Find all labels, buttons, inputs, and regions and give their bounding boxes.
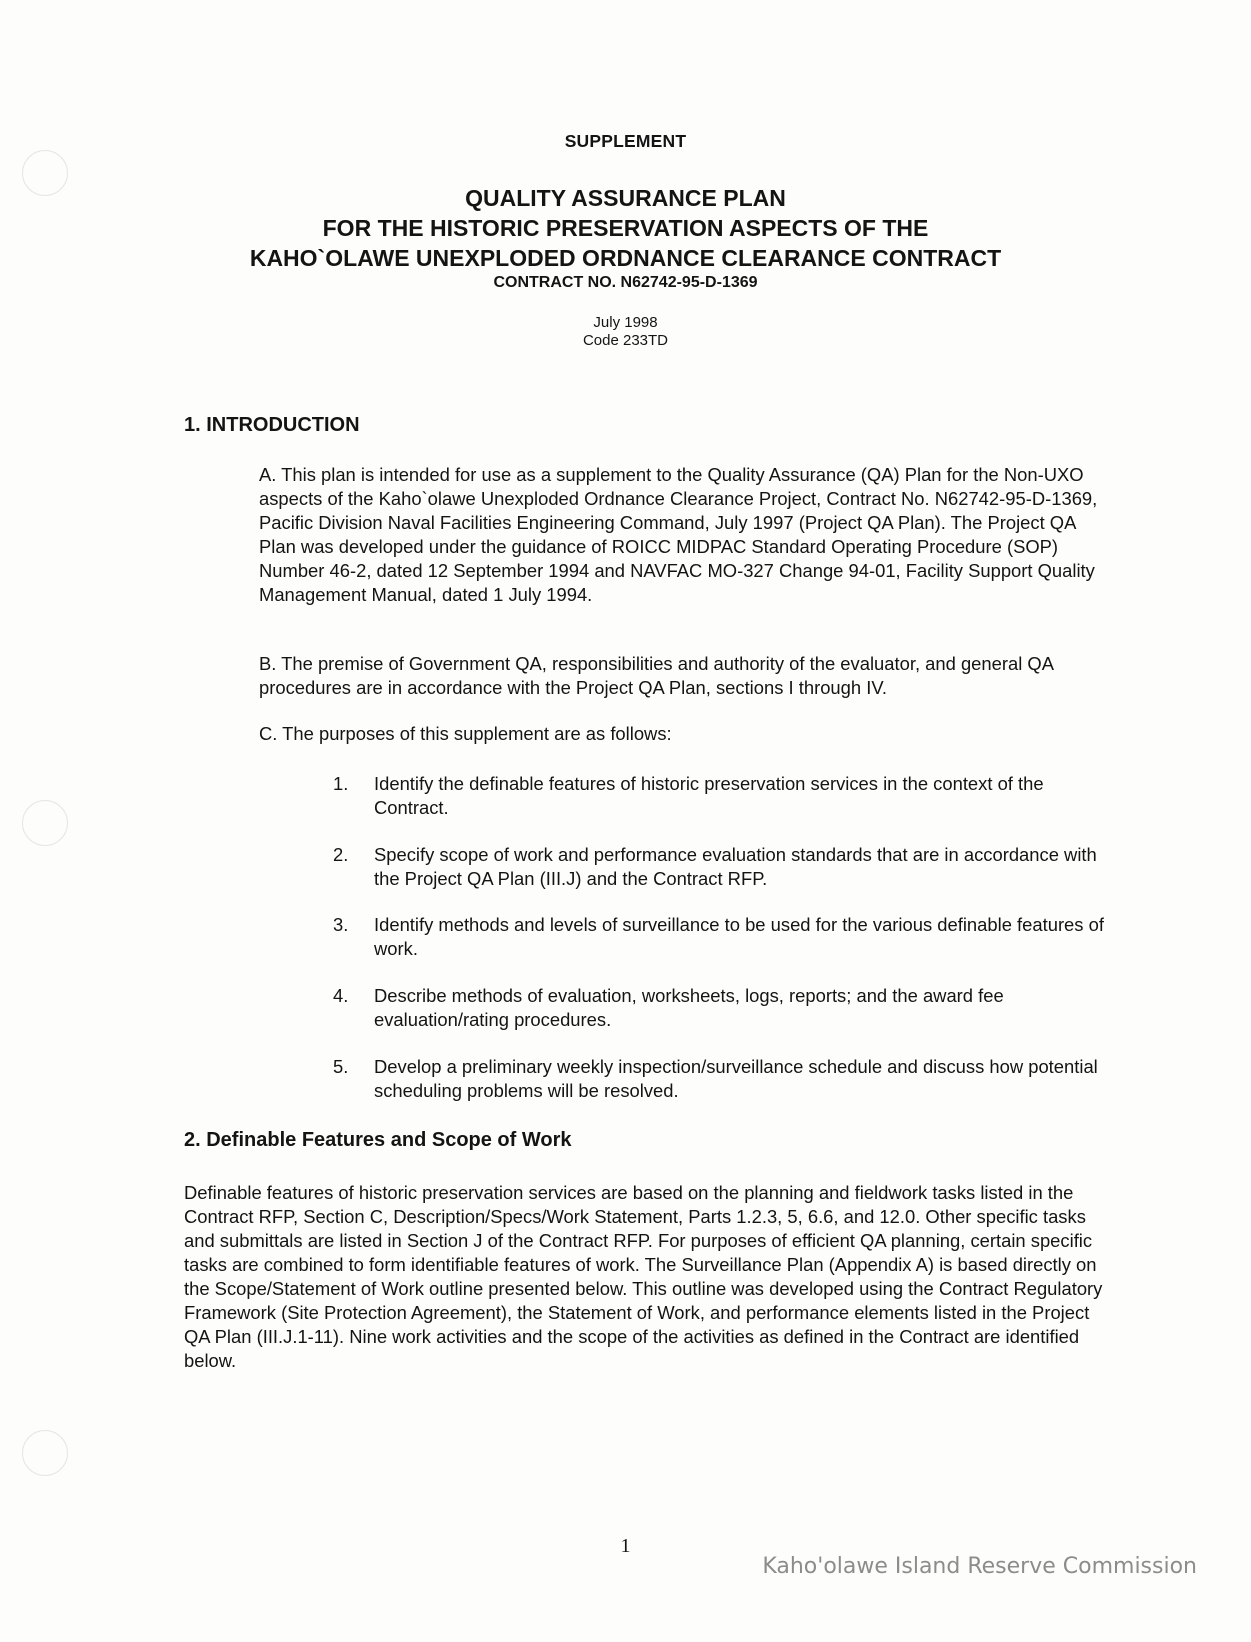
paragraph-c: C. The purposes of this supplement are as follows: <box>259 723 672 744</box>
paragraph-a: A. This plan is intended for use as a supplement to the Quality Assurance (QA) Plan for the Non-UXO aspects of the Kaho`olawe Unexploded Ordnance Clearance Project, Contract No. N62742-95-D-1369, Pacific Division Naval Facilities Engineering Command, July 1997 (Project QA Plan). The Project QA Plan was developed under the guidance of ROICC MIDPAC Standard Operating Procedure (SOP) Number 46-2, dated 12 September 1994 and NAVFAC MO-327 Change 94-01, Facility Support Quality Management Manual, dated 1 July 1994. <box>259 464 1098 605</box>
section-2-paragraph: Definable features of historic preservation services are based on the planning and fieldwork tasks listed in the Contract RFP, Section C, Description/Specs/Work Statement, Parts 1.2.3, 5, 6.6, and 12.0. Other specific tasks and submittals are listed in Section J of the Contract RFP. For purposes of efficient QA planning, certain specific tasks are combined to form identifiable features of work. The Surveillance Plan (Appendix A) is based directly on the Scope/Statement of Work outline presented below. This outline was developed using the Contract Regulatory Framework (Site Protection Agreement), the Statement of Work, and performance elements listed in the Project QA Plan (III.J.1-11). Nine work activities and the scope of the activities as defined in the Contract are identified below. <box>184 1182 1103 1371</box>
page-number: 1 <box>620 1535 631 1557</box>
list-item-number: 5. <box>333 1056 349 1077</box>
title-line: QUALITY ASSURANCE PLAN <box>465 185 786 211</box>
list-item-text: Describe methods of evaluation, worksheets, logs, reports; and the award fee evaluation/rating procedures. <box>374 985 1004 1030</box>
list-item-text: Identify the definable features of historic preservation services in the context of the Contract. <box>374 773 1044 818</box>
list-item-number: 1. <box>333 773 349 794</box>
list-item-text: Develop a preliminary weekly inspection/surveillance schedule and discuss how potential scheduling problems will be resolved. <box>374 1056 1098 1101</box>
list-item <box>333 913 1123 961</box>
list-item <box>333 772 1123 820</box>
contract-number: CONTRACT NO. N62742-95-D-1369 <box>493 274 758 291</box>
section-1-heading: 1. INTRODUCTION <box>184 414 360 436</box>
punch-hole-bottom <box>22 1430 68 1476</box>
punch-hole-middle <box>22 800 68 846</box>
list-item-text: Specify scope of work and performance evaluation standards that are in accordance with the Project QA Plan (III.J) and the Contract RFP. <box>374 844 1097 889</box>
list-item-number: 2. <box>333 844 349 865</box>
list-item <box>333 984 1123 1032</box>
list-item <box>333 843 1123 891</box>
list-item-text: Identify methods and levels of surveillance to be used for the various definable features of work. <box>374 914 1104 959</box>
list-item-number: 4. <box>333 985 349 1006</box>
supplement-label: SUPPLEMENT <box>564 131 687 151</box>
list-item <box>333 1055 1123 1103</box>
document-meta <box>0 314 1251 350</box>
document-title <box>0 183 1251 273</box>
document-date: July 1998 <box>593 314 658 331</box>
title-line: KAHO`OLAWE UNEXPLODED ORDNANCE CLEARANCE CONTRACT <box>249 245 1002 271</box>
title-line: FOR THE HISTORIC PRESERVATION ASPECTS OF THE <box>322 215 929 241</box>
list-item-number: 3. <box>333 914 349 935</box>
watermark: Kaho'olawe Island Reserve Commission <box>762 1554 1197 1579</box>
document-code: Code 233TD <box>582 332 669 349</box>
section-2-heading: 2. Definable Features and Scope of Work <box>184 1129 572 1151</box>
paragraph-b: B. The premise of Government QA, responsibilities and authority of the evaluator, and general QA procedures are in accordance with the Project QA Plan, sections I through IV. <box>259 653 1053 698</box>
